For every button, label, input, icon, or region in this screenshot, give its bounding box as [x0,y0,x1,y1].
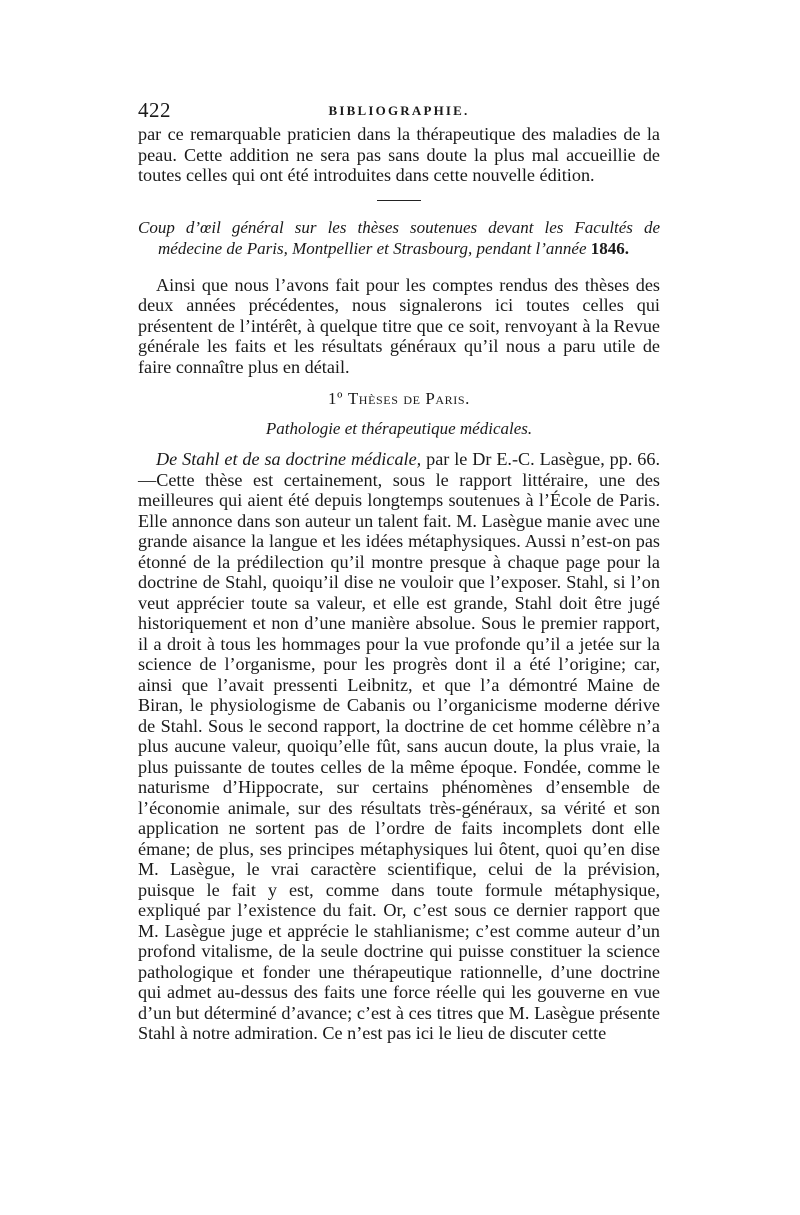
book-page [138,98,660,1044]
running-head [138,98,660,122]
section-number: 1º [327,389,343,408]
subsection-heading: Pathologie et thérapeutique médicales. [265,419,533,438]
item-title [138,217,660,259]
intro-paragraph: par ce remarquable praticien dans la thérapeutique des maladies de la peau. Cette addition ne sera pas sans doute la plus mal accueillie de toutes celles qui ont été introduites dans cette nouvelle édition. [138,124,660,185]
section-divider [377,200,421,201]
intro2-paragraph: Ainsi que nous l’avons fait pour les comptes rendus des thèses des deux années précédentes, nous signalerons ici toutes celles qui présentent de l’intérêt, à quelque titre que ce soit, renvoyant à la Revue générale les faits et les résultats généraux qu’il nous a paru utile de faire connaître plus en détail. [138,274,660,377]
section-heading [138,389,660,409]
item-title-text: Coup d’œil général sur les thèses soutenues devant les Facultés de médecine de Paris, Montpellier et Strasbourg, pendant l’année [138,217,660,258]
review-title: De Stahl et de sa doctrine médicale, [156,449,422,469]
review-body: par le Dr E.-C. Lasègue, pp. 66.—Cette thèse est certainement, sous le rapport littéraire, une des meilleures qui aient été depuis longtemps soutenues à l’École de Paris. Elle annonce dans son auteur un talent fait. M. Lasègue manie avec une grande aisance la langue et les idées métaphysiques. Aussi n’est-on pas étonné de la prédilection qu’il montre presque à chaque page pour la doctrine de Stahl, quoiqu’il dise ne vouloir que l’exposer. Stahl, si l’on veut apprécier toute sa valeur, et elle est grande, Stahl doit être jugé historiquement et non d’une manière absolue. Sous le premier rapport, il a droit à tous les hommages pour la vue profonde qu’il a jetée sur la science de l’organisme, pour les progrès dont il a été l’origine; car, ainsi que l’avait pressenti Leibnitz, et que l’a démontré Maine de Biran, le physiologisme de Cabanis ou l’organicisme moderne dérive de Stahl. Sous le second rapport, la doctrine de cet homme célèbre n’a plus aucune valeur, quoiqu’elle fût, sans aucun doute, la plus vraie, la plus puissante de toutes celles de la même époque. Fondée, comme le naturisme d’Hippocrate, sur certains phénomènes d’ensemble de l’économie animale, sur des résultats très-généraux, sa vérité et son application ne sortent pas de l’ordre de faits incomplets dont elle émane; de plus, ses principes métaphysiques lui ôtent, quoi qu’en dise M. Lasègue, le vrai caractère scientifique, celui de la prévision, puisque le fait y est, comme dans toute formule métaphysique, expliqué par l’existence du fait. Or, c’est sous ce dernier rapport que M. Lasègue juge et apprécie le stahlianisme; c’est comme auteur d’un profond vitalisme, de la seule doctrine qui puisse constituer la science pathologique et fonder une thérapeutique rationnelle, d’une doctrine qui admet au-dessus des faits une force réelle qui les gouverne en vue d’un but déterminé d’avance; c’est à ces titres que M. Lasègue présente Stahl à notre admiration. Ce n’est pas ici le lieu de discuter cette [138,449,660,1043]
review-paragraph [138,449,660,1044]
item-title-year: 1846. [590,238,630,258]
running-title: BIBLIOGRAPHIE. [328,103,470,118]
page-number: 422 [138,98,171,122]
section-label: Thèses de Paris. [347,389,471,408]
